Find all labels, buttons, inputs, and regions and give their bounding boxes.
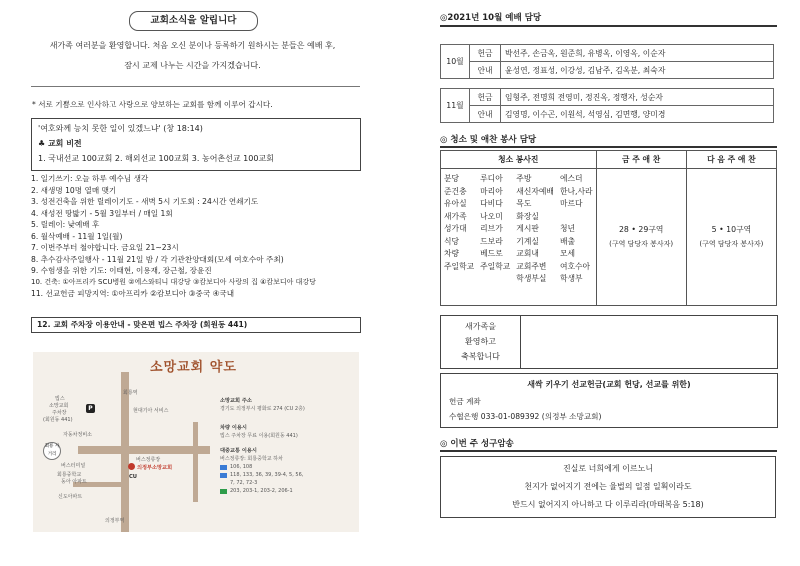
clean-head-next-week: 다 음 주 애 찬 xyxy=(686,151,776,169)
divider xyxy=(440,25,777,27)
road xyxy=(193,422,198,502)
list-item: 준건충 xyxy=(444,186,467,196)
list-item: 주일학교 xyxy=(444,261,475,271)
map-cu: CU xyxy=(129,474,138,480)
list-item: 학생부실 xyxy=(516,274,547,283)
duty-title: ◎2021년 10월 예배 담당 xyxy=(440,13,542,23)
map-bus-line: 106, 108 xyxy=(230,464,253,470)
list-item: 새가족 xyxy=(444,211,467,221)
map-label: 버스정류장 xyxy=(136,457,161,463)
offering-title: 새싹 키우기 선교헌금(교회 헌당, 선교를 위한) xyxy=(527,380,691,389)
map-label: 자동차정비소 xyxy=(63,432,92,438)
list-item: 한나,사라 xyxy=(559,186,593,196)
map-label: 의정부역 xyxy=(105,518,125,524)
verse-box xyxy=(440,456,776,518)
map-label: 빕스 xyxy=(55,396,65,402)
divider xyxy=(31,86,360,87)
duty-table-november xyxy=(440,88,774,123)
this-week-note: (구역 담당자 봉사자) xyxy=(609,240,674,248)
list-item: 화장실 xyxy=(516,211,539,221)
offering-account: 수협은행 033-01-089392 (의정부 소망교회) xyxy=(449,412,602,421)
bus-color-blue xyxy=(220,465,227,470)
clean-head-groups: 청소 봉사진 xyxy=(441,151,597,169)
duty-table-october xyxy=(440,44,774,79)
list-item: 5. 릴레이: 낮예배 후 xyxy=(31,220,100,229)
clean-col xyxy=(477,169,513,306)
list-item: 6. 월삭예배 - 11월 1일(월) xyxy=(31,231,123,241)
duty-role: 안내 xyxy=(470,106,501,123)
list-item: 나오미 xyxy=(480,211,503,221)
list-item: 식당 xyxy=(444,236,460,246)
vision-items: 1. 국내선교 100교회 2. 해외선교 100교회 3. 농어촌선교 100교회 xyxy=(38,154,274,163)
map-address-title: 소망교회 주소 xyxy=(220,398,252,404)
this-week-zones: 28 • 29구역 xyxy=(618,225,664,234)
church-map xyxy=(33,352,359,532)
duty-month: 11월 xyxy=(441,89,470,123)
list-item: 루디아 xyxy=(480,174,503,183)
map-label: 신도아파트 xyxy=(58,494,83,500)
duty-role: 안내 xyxy=(470,62,501,79)
clean-col xyxy=(513,169,557,306)
list-item: 마리아 xyxy=(480,186,503,196)
duty-month: 10월 xyxy=(441,45,470,79)
map-bus-title: 대중교통 이용시 xyxy=(220,448,257,454)
clean-col xyxy=(441,169,478,306)
list-item: 배출 xyxy=(559,236,576,246)
clean-head-this-week: 금 주 애 찬 xyxy=(596,151,686,169)
map-label: 버스터미널 xyxy=(61,463,86,469)
clean-col xyxy=(557,169,596,306)
map-label: 현대기아 서비스 xyxy=(133,408,169,414)
list-item: 리브가 xyxy=(480,224,503,233)
news-list xyxy=(31,173,361,300)
new-family-line: 축복합니다 xyxy=(461,352,500,361)
list-item: 1. 일기쓰기: 오늘 하루 예수님 생각 xyxy=(31,174,149,183)
divider xyxy=(440,450,777,452)
map-label: 주차장 xyxy=(52,410,67,416)
map-bus-line: 203, 203-1, 203-2, 206-1 xyxy=(230,488,293,494)
map-label: 동아 아파트 xyxy=(61,479,87,485)
parking-notice xyxy=(31,317,361,333)
parking-number: 12. xyxy=(37,320,51,329)
duty-role: 헌금 xyxy=(470,45,501,62)
list-item: 주일학교 xyxy=(480,261,511,271)
list-item: 게시판 xyxy=(516,224,539,233)
list-item: 목도 xyxy=(516,199,532,208)
welcome-line-2: 잠시 교제 나누는 시간을 가지겠습니다. xyxy=(124,61,261,70)
list-item: 베드로 xyxy=(480,249,503,258)
list-item: 교회내 xyxy=(516,249,539,258)
list-item: 청년 xyxy=(559,224,576,233)
list-item: 에스더 xyxy=(559,174,583,183)
new-family-line: 환영하고 xyxy=(465,337,496,346)
vision-box xyxy=(31,118,361,171)
map-church-name: 의정부소망교회 xyxy=(137,465,173,471)
list-item-empty xyxy=(560,211,593,224)
new-family-line: 새가족을 xyxy=(465,322,496,331)
vision-title: ♣ 교회 비전 xyxy=(38,139,82,148)
verse-line: 진실로 너희에게 이르노니 xyxy=(562,464,654,473)
this-week-meal xyxy=(596,169,686,306)
duty-names: 임형주, 전명희 전영미, 정진옥, 정행자, 성순자 xyxy=(501,89,774,106)
next-week-meal xyxy=(686,169,776,306)
map-bus-line: 118, 133, 36, 39, 39-4, 5, 56, xyxy=(230,472,304,478)
parking-icon: P xyxy=(86,404,95,413)
map-label: (회원동 441) xyxy=(43,417,73,423)
list-item: 주방 xyxy=(516,174,532,183)
map-label: 회룡중학교 xyxy=(57,472,82,478)
list-item: 2. 새생명 10명 열매 맺기 xyxy=(31,185,117,195)
list-item: 11. 선교헌금 피망지역: ①아프리카 ②캄보디아 ③중국 ④국내 xyxy=(31,289,235,298)
map-bus-line: 7, 72, 72-3 xyxy=(230,480,258,486)
list-item: 기계실 xyxy=(516,236,539,246)
list-item: 여호수아 xyxy=(559,261,591,271)
map-address: 경기도 의정부시 평화로 274 (CU 2층) xyxy=(220,406,305,412)
map-car-title: 차량 이용시 xyxy=(220,425,247,431)
verse-line: 천지가 없어지기 전에는 율법의 일점 일획이라도 xyxy=(524,482,692,491)
list-item: 9. 수험생을 위한 기도: 이태현, 이용재, 장근철, 장윤진 xyxy=(31,266,212,275)
verse-title: ◎ 이번 주 성구암송 xyxy=(440,439,514,449)
church-location-icon xyxy=(128,463,135,470)
duty-role: 헌금 xyxy=(470,89,501,106)
divider xyxy=(440,146,777,148)
offering-account-title: 헌금 계좌 xyxy=(449,397,481,406)
clean-table xyxy=(440,150,777,306)
parking-text: 교회 주차장 이용안내 - 맞은편 빕스 주차장 (회원동 441) xyxy=(53,320,248,329)
map-bus: 버스정류장: 회룡중학교 하차 xyxy=(220,456,283,462)
next-week-zones: 5 • 10구역 xyxy=(711,225,752,234)
list-item: 새신자예배 xyxy=(516,186,554,196)
offering-box xyxy=(440,373,778,428)
map-label: 회룡역 xyxy=(123,390,138,396)
list-item: 분당 xyxy=(444,174,460,183)
list-item: 차량 xyxy=(444,249,460,258)
duty-names: 김영명, 이수곤, 이원석, 석영심, 김면행, 양미경 xyxy=(501,106,774,123)
verse-line: 반드시 없어지지 아니하고 다 이루리라(마태복음 5:18) xyxy=(512,500,704,509)
list-item: 모세 xyxy=(559,249,576,258)
welcome-line-1: 새가족 여러분을 환영합니다. 처음 오신 분이나 등록하기 원하시는 분들은 예배 후, xyxy=(49,41,336,50)
new-family-box xyxy=(440,315,778,369)
list-item: 3. 성전건축을 위한 릴레이기도 - 새벽 5시 기도회 : 24시간 연쇄기도 xyxy=(31,197,259,206)
duty-names: 박선주, 손금옥, 원준희, 유병옥, 이영옥, 이순자 xyxy=(501,45,774,62)
clean-title: ◎ 청소 및 애찬 봉사 담당 xyxy=(440,135,537,145)
news-title: 교회소식을 알립니다 xyxy=(129,11,258,31)
intersection-marker: 회룡 사거리 xyxy=(43,442,61,460)
courtesy-note: * 서로 기쁨으로 인사하고 사랑으로 양보하는 교회를 함께 이루어 갑시다. xyxy=(32,100,273,109)
road xyxy=(78,446,210,454)
list-item: 4. 새성전 땅밟기 - 5월 3일부터 / 매일 1회 xyxy=(31,208,173,218)
list-item: 7. 이번주부터 철야합니다. 금요일 21~23시 xyxy=(31,243,179,252)
map-label: 소망교회 xyxy=(49,403,69,409)
bus-color-blue xyxy=(220,473,227,478)
list-item: 교회주변 xyxy=(516,261,547,271)
vision-verse: '여호와께 능치 못한 일이 있겠느냐' (창 18:14) xyxy=(38,124,203,133)
duty-names: 윤성연, 정표성, 이강성, 김남주, 김옥분, 최숙자 xyxy=(501,62,774,79)
list-item: 10. 건축: ①아프리카 SCU병원 ②에스와티니 대강당 ③캄보디아 사랑의 집 ④캄보디아 대강당 xyxy=(31,277,316,286)
list-item: 8. 추수감사주일행사 - 11월 21일 밤 / 각 기관찬양대회(모세 여호수아 주최) xyxy=(31,254,284,264)
list-item: 성가대 xyxy=(444,224,467,233)
list-item: 다비다 xyxy=(480,199,503,208)
list-item: 유아실 xyxy=(444,199,467,208)
next-week-note: (구역 담당자 봉사자) xyxy=(699,240,764,248)
list-item: 드보라 xyxy=(480,236,503,246)
map-car: 빕스 주차장 무료 이용(회원동 441) xyxy=(220,433,298,439)
new-family-welcome xyxy=(441,316,521,368)
map-title: 소망교회 약도 xyxy=(150,360,237,375)
bus-color-green xyxy=(220,489,227,494)
list-item: 학생부 xyxy=(559,274,583,283)
list-item: 마르다 xyxy=(559,199,583,208)
